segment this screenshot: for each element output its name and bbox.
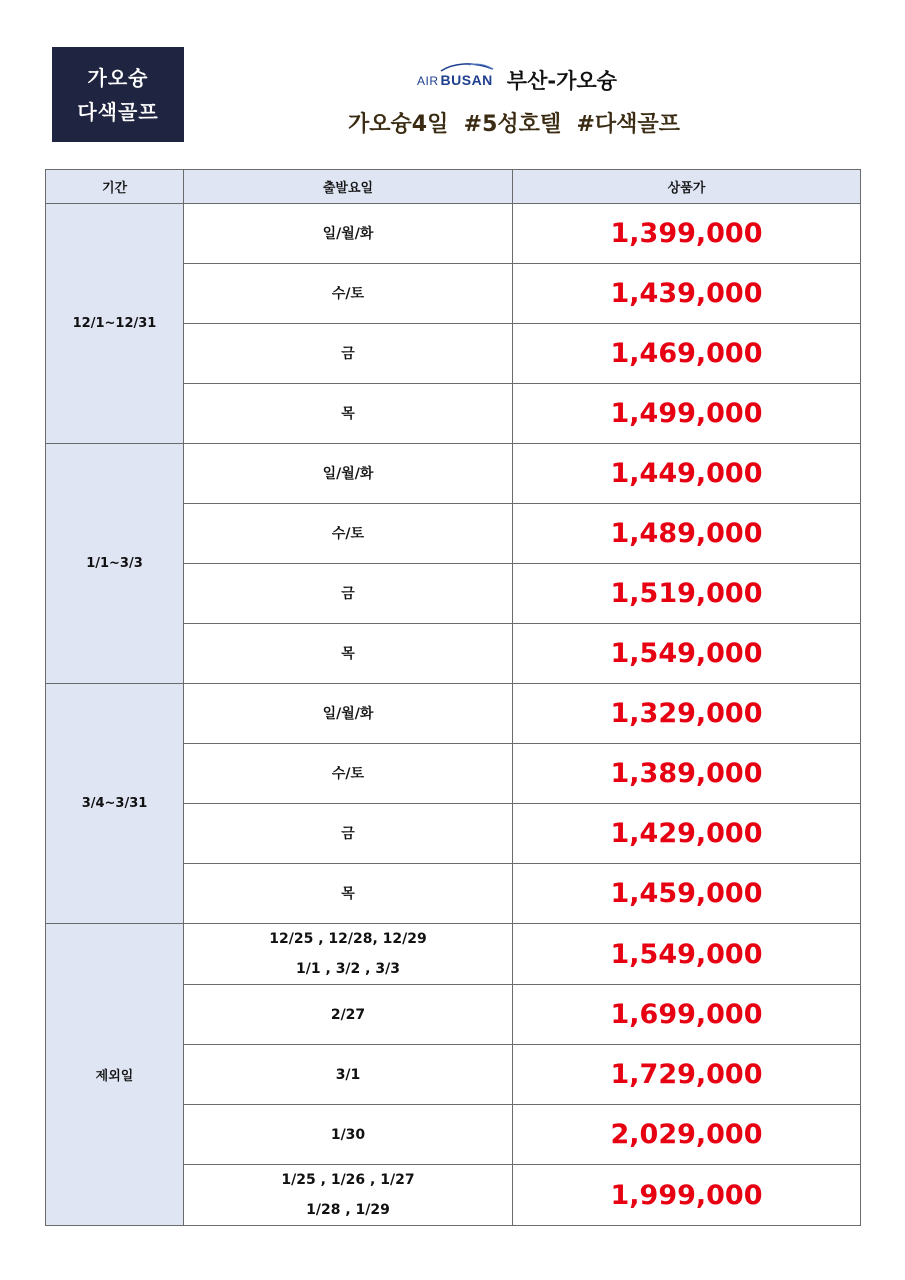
price-cell: 1,999,000	[513, 1165, 861, 1226]
product-badge	[52, 47, 184, 142]
price-cell: 1,549,000	[513, 624, 861, 684]
table-row	[46, 924, 861, 985]
price-cell: 1,329,000	[513, 684, 861, 744]
departure-day-cell	[184, 864, 513, 924]
route-title: 부산-가오슝	[506, 69, 617, 93]
departure-day-cell	[184, 924, 513, 985]
departure-day-line: 수/토	[331, 525, 365, 542]
period-cell: 1/1~3/3	[46, 444, 184, 684]
price-cell: 1,489,000	[513, 504, 861, 564]
price-cell: 1,399,000	[513, 204, 861, 264]
departure-day-line: 금	[341, 345, 355, 362]
price-cell: 1,389,000	[513, 744, 861, 804]
departure-day-line: 1/25 , 1/26 , 1/27	[281, 1172, 415, 1188]
period-cell: 제외일	[46, 924, 184, 1226]
departure-day-line: 1/28 , 1/29	[306, 1202, 390, 1218]
price-cell: 1,439,000	[513, 264, 861, 324]
price-table	[45, 169, 861, 1226]
departure-day-line: 수/토	[331, 285, 365, 302]
departure-day-cell	[184, 504, 513, 564]
table-row	[46, 444, 861, 504]
table-row	[46, 684, 861, 744]
departure-day-line: 일/월/화	[322, 465, 374, 482]
price-cell: 1,459,000	[513, 864, 861, 924]
airline-header	[417, 64, 617, 96]
departure-day-cell	[184, 684, 513, 744]
departure-day-cell	[184, 804, 513, 864]
departure-day-line: 일/월/화	[322, 705, 374, 722]
departure-day-line: 목	[341, 405, 355, 422]
departure-day-cell	[184, 564, 513, 624]
badge-line-1: 가오슝	[87, 65, 149, 90]
table-header-row	[46, 170, 861, 204]
departure-day-line: 1/1 , 3/2 , 3/3	[296, 961, 400, 977]
badge-line-2: 다색골프	[77, 99, 159, 124]
period-cell: 3/4~3/31	[46, 684, 184, 924]
departure-day-cell	[184, 264, 513, 324]
logo-air-text: AIR	[417, 74, 439, 88]
price-cell: 1,519,000	[513, 564, 861, 624]
departure-day-line: 1/30	[330, 1126, 366, 1143]
logo-busan-text: BUSAN	[440, 72, 493, 88]
departure-day-line: 수/토	[331, 765, 365, 782]
price-cell: 1,449,000	[513, 444, 861, 504]
departure-day-cell	[184, 1165, 513, 1226]
departure-day-cell	[184, 1105, 513, 1165]
price-cell: 1,549,000	[513, 924, 861, 985]
price-cell: 1,469,000	[513, 324, 861, 384]
departure-day-line: 금	[341, 825, 355, 842]
period-cell: 12/1~12/31	[46, 204, 184, 444]
departure-day-line: 목	[341, 885, 355, 902]
departure-day-cell	[184, 444, 513, 504]
air-busan-logo	[417, 72, 493, 88]
price-cell: 2,029,000	[513, 1105, 861, 1165]
departure-day-cell	[184, 985, 513, 1045]
departure-day-cell	[184, 324, 513, 384]
price-cell: 1,499,000	[513, 384, 861, 444]
departure-day-line: 목	[341, 645, 355, 662]
table-row	[46, 204, 861, 264]
header-departure-day: 출발요일	[184, 170, 513, 204]
departure-day-line: 2/27	[330, 1006, 366, 1023]
price-cell: 1,729,000	[513, 1045, 861, 1105]
departure-day-cell	[184, 624, 513, 684]
product-subtitle: 가오슝4일 #5성호텔 #다색골프	[348, 112, 680, 137]
price-cell: 1,429,000	[513, 804, 861, 864]
departure-day-cell	[184, 204, 513, 264]
departure-day-line: 금	[341, 585, 355, 602]
departure-day-cell	[184, 744, 513, 804]
departure-day-line: 3/1	[335, 1066, 361, 1083]
departure-day-line: 일/월/화	[322, 225, 374, 242]
logo-swoosh-icon	[439, 62, 495, 74]
departure-day-cell	[184, 384, 513, 444]
header-price: 상품가	[513, 170, 861, 204]
departure-day-line: 12/25 , 12/28, 12/29	[269, 931, 427, 947]
header-period: 기간	[46, 170, 184, 204]
departure-day-cell	[184, 1045, 513, 1105]
price-cell: 1,699,000	[513, 985, 861, 1045]
